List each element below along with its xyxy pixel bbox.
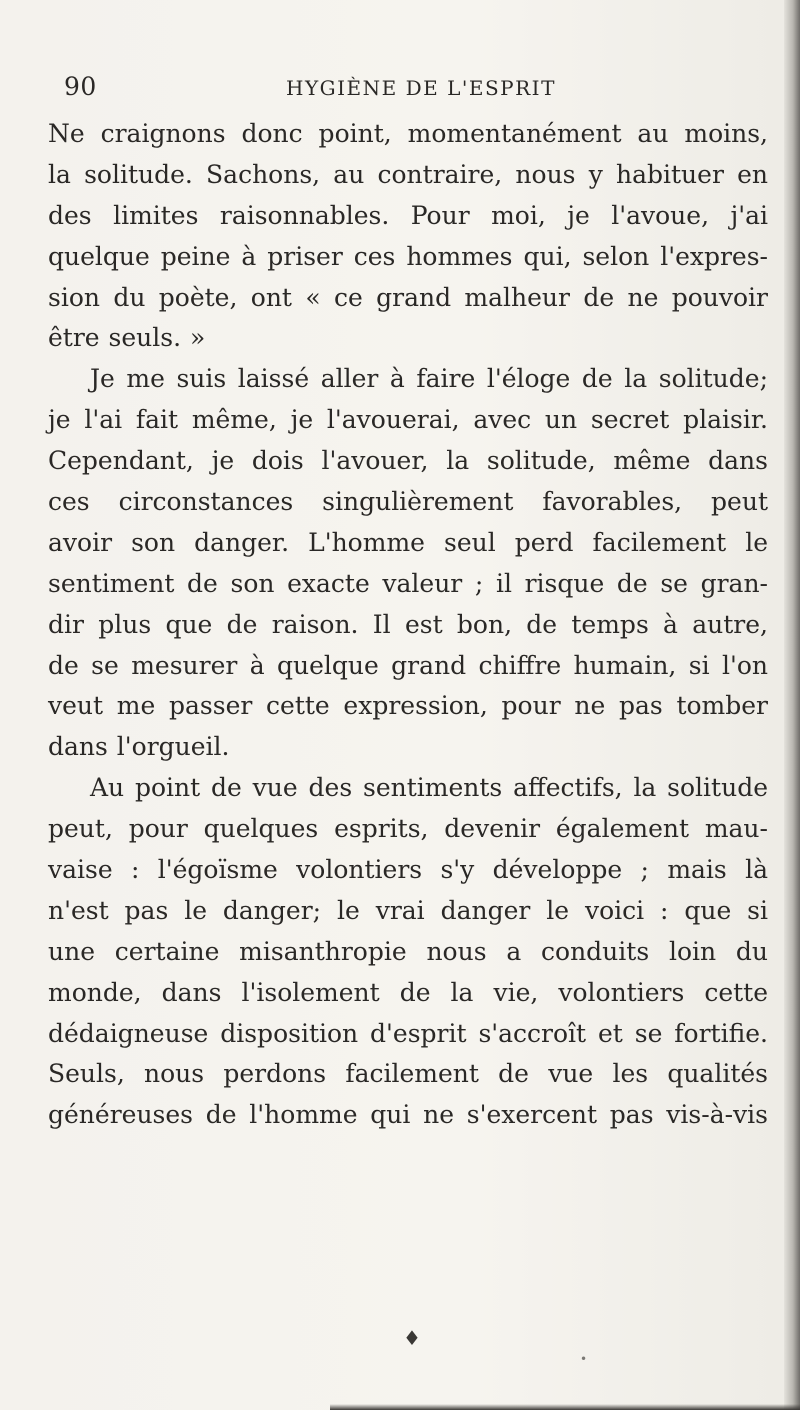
text-line: être seuls. » bbox=[48, 323, 206, 353]
text-line: Au point de vue des sentiments affectifs, la solitude bbox=[90, 773, 768, 803]
text-line: Ne craignons donc point, momentanément au moins, bbox=[48, 119, 768, 148]
text-line: avoir son danger. L'homme seul perd facilement le bbox=[48, 527, 768, 557]
text-line: vaise : l'égoïsme volontiers s'y développe ; mais là bbox=[48, 855, 768, 885]
text-line: n'est pas le danger; le vrai danger le voici : que si bbox=[48, 895, 768, 925]
page-number: 90 bbox=[64, 72, 97, 101]
text-line: quelque peine à priser ces hommes qui, selon l'expres- bbox=[48, 241, 768, 271]
speck-mark: • bbox=[580, 1352, 588, 1366]
bottom-edge-shadow bbox=[330, 1404, 800, 1410]
text-line: sion du poète, ont « ce grand malheur de ne pouvoir bbox=[48, 282, 768, 312]
text-line: peut, pour quelques esprits, devenir également mau- bbox=[48, 814, 768, 844]
text-line: dir plus que de raison. Il est bon, de temps à autre, bbox=[48, 609, 768, 639]
page-header bbox=[0, 72, 786, 112]
text-line: de se mesurer à quelque grand chiffre humain, si l'on bbox=[48, 650, 768, 680]
text-line: Seuls, nous perdons facilement de vue les qualités bbox=[48, 1059, 768, 1089]
text-line: la solitude. Sachons, au contraire, nous y habituer en bbox=[48, 159, 768, 189]
text-line: Cependant, je dois l'avouer, la solitude, même dans bbox=[48, 446, 768, 476]
text-line: monde, dans l'isolement de la vie, volontiers cette bbox=[48, 977, 768, 1007]
text-line: je l'ai fait même, je l'avouerai, avec un secret plaisir. bbox=[48, 405, 768, 435]
body-text bbox=[48, 114, 768, 1136]
text-line: généreuses de l'homme qui ne s'exercent pas vis-à-vis bbox=[48, 1100, 768, 1130]
text-line: une certaine misanthropie nous a conduits loin du bbox=[48, 936, 768, 966]
text-line: des limites raisonnables. Pour moi, je l'avoue, j'ai bbox=[48, 200, 768, 230]
running-head: HYGIÈNE DE L'ESPRIT bbox=[286, 76, 556, 100]
text-line: dans l'orgueil. bbox=[48, 732, 230, 762]
printer-mark: ♦ bbox=[403, 1326, 421, 1350]
text-line: veut me passer cette expression, pour ne pas tomber bbox=[48, 691, 768, 721]
text-line: Je me suis laissé aller à faire l'éloge de la solitude; bbox=[90, 364, 768, 394]
text-line: ces circonstances singulièrement favorables, peut bbox=[48, 487, 768, 517]
text-line: sentiment de son exacte valeur ; il risque de se gran- bbox=[48, 568, 768, 598]
text-line: dédaigneuse disposition d'esprit s'accroît et se fortifie. bbox=[48, 1018, 768, 1048]
page-edge-shadow bbox=[784, 0, 800, 1410]
